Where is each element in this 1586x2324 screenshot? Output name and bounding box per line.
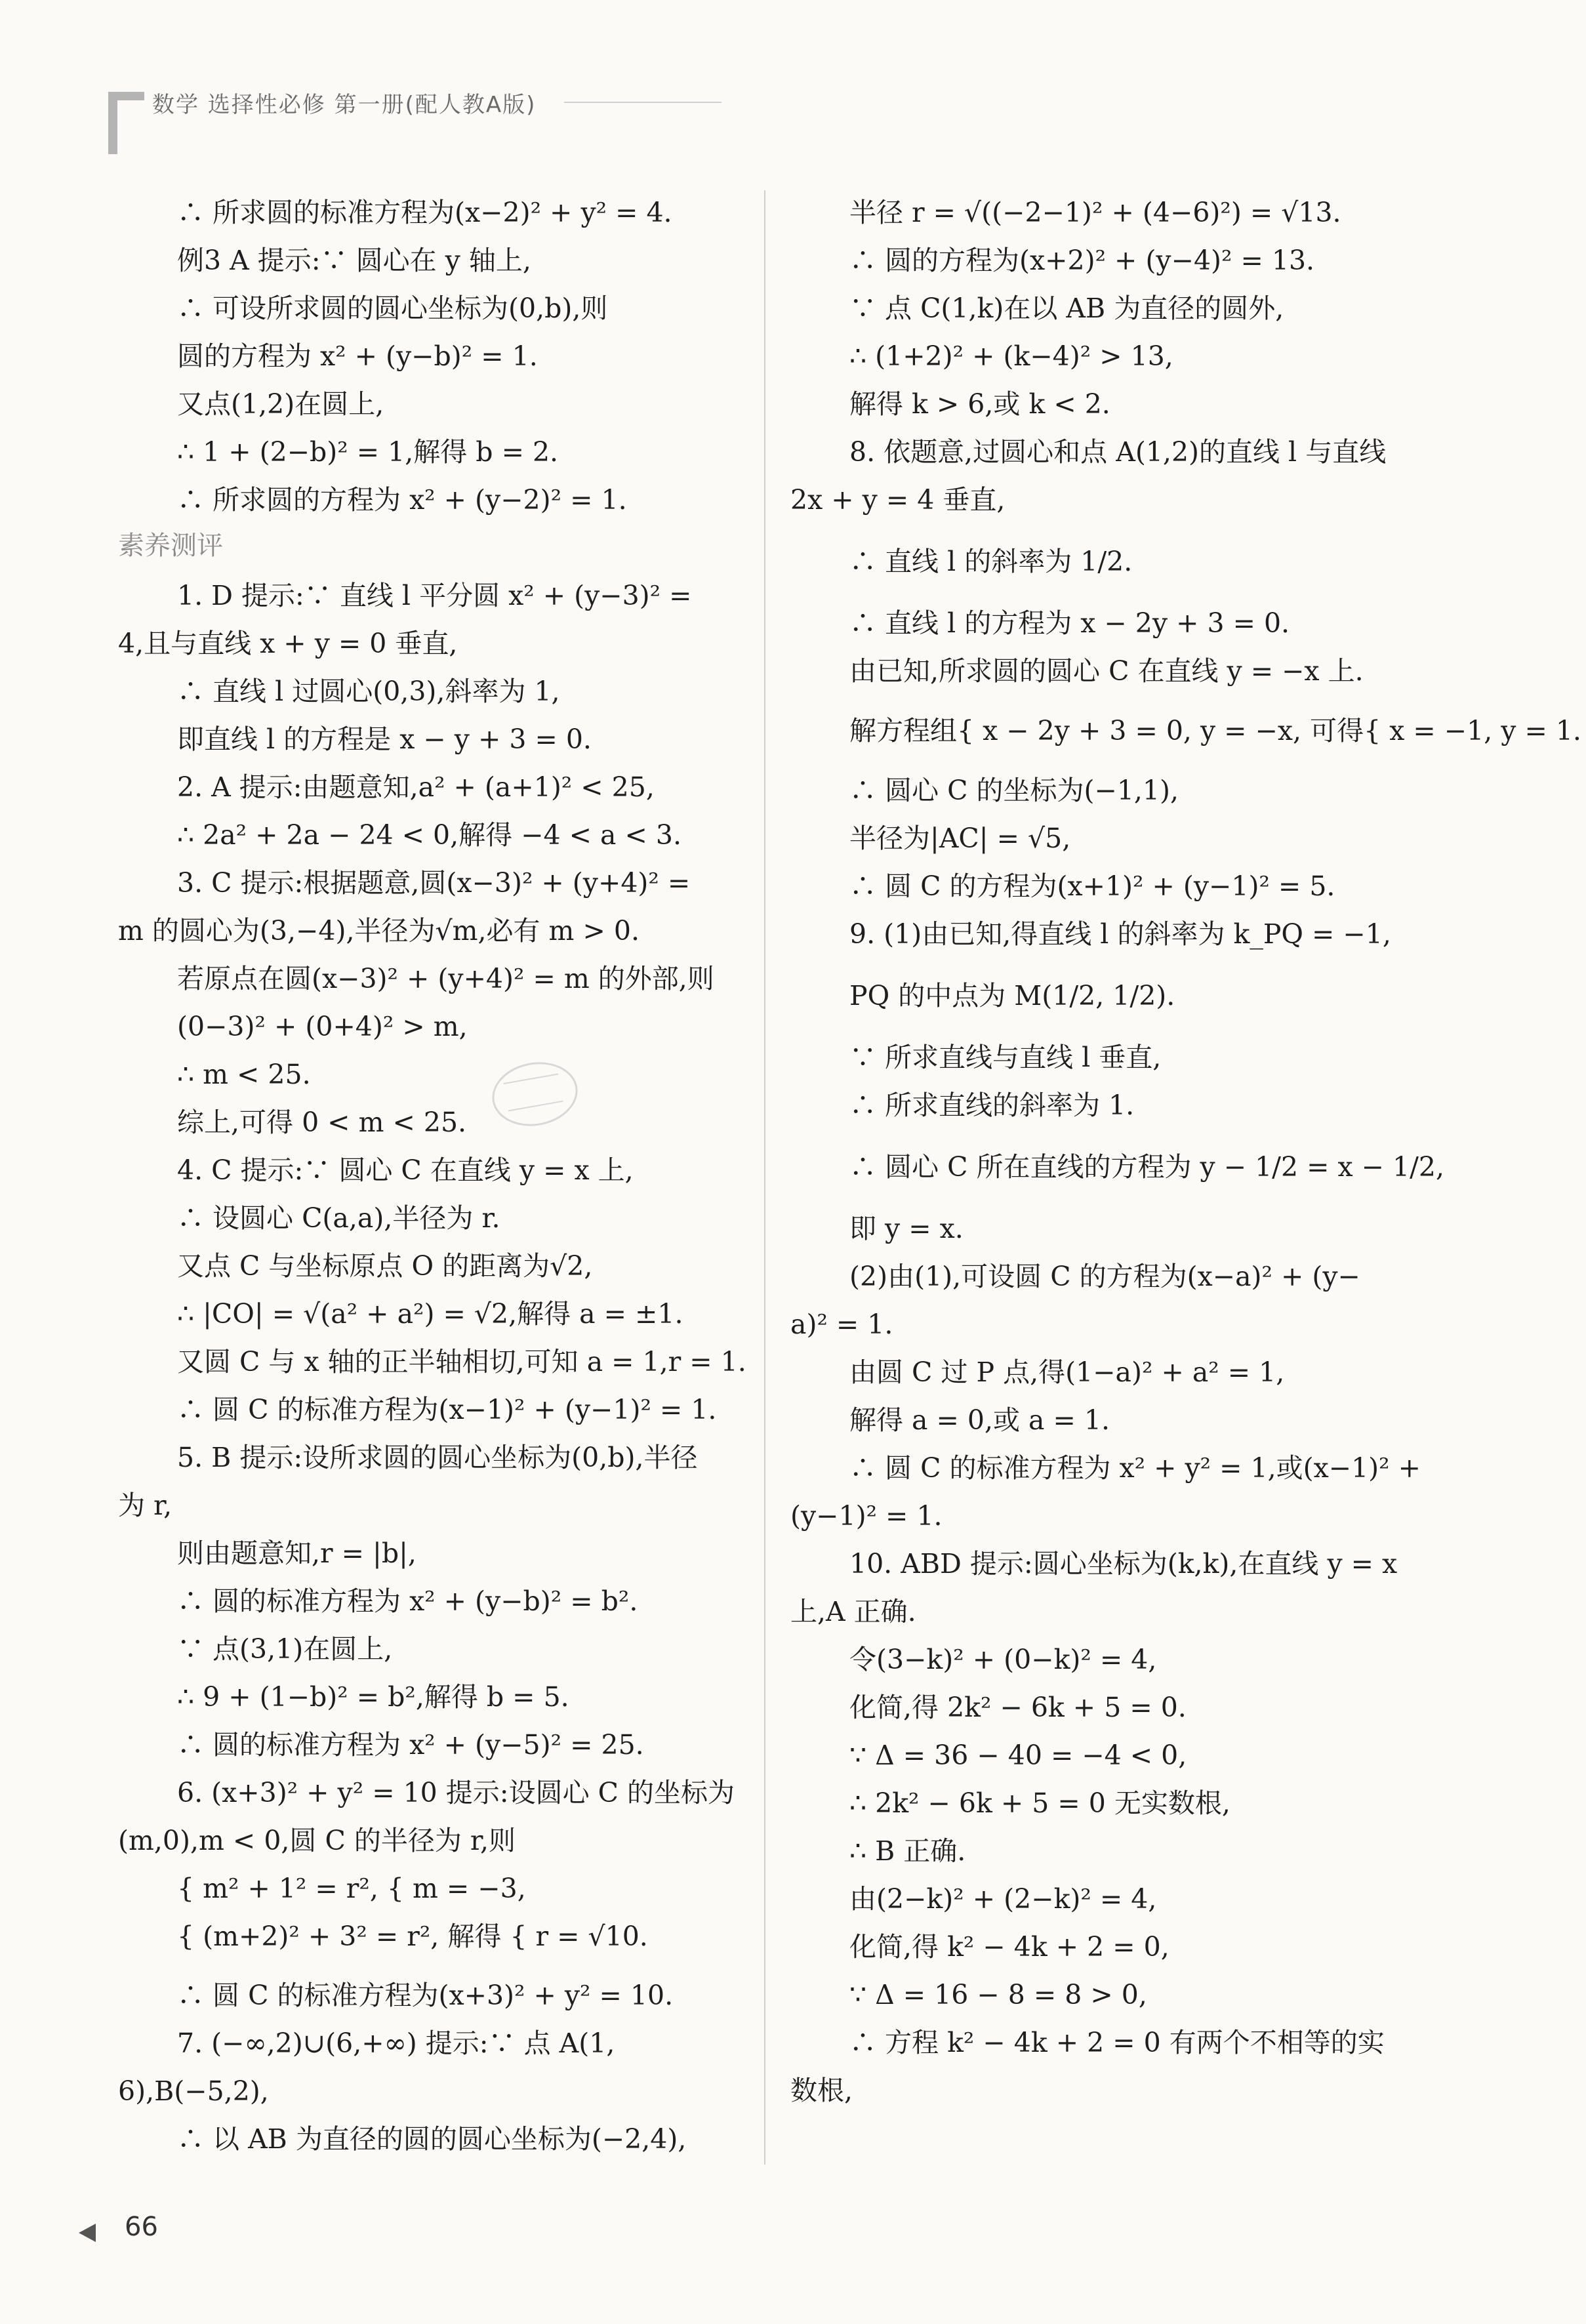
text-line: ∴ 方程 k² − 4k + 2 = 0 有两个不相等的实 bbox=[849, 2027, 1385, 2058]
text-line: ∴ 圆 C 的标准方程为 x² + y² = 1,或(x−1)² + bbox=[849, 1452, 1421, 1484]
text-line: { m² + 1² = r², { m = −3, bbox=[177, 1873, 526, 1904]
text-line: 2. A 提示:由题意知,a² + (a+1)² < 25, bbox=[177, 771, 655, 803]
text-line: ∴ 设圆心 C(a,a),半径为 r. bbox=[177, 1202, 500, 1234]
text-line: m 的圆心为(3,−4),半径为√m,必有 m > 0. bbox=[118, 915, 640, 947]
text-line: 9. (1)由已知,得直线 l 的斜率为 k_PQ = −1, bbox=[849, 918, 1391, 950]
text-line: ∴ B 正确. bbox=[849, 1835, 966, 1867]
text-line: PQ 的中点为 M(1/2, 1/2). bbox=[849, 980, 1175, 1011]
text-line: 解方程组{ x − 2y + 3 = 0, y = −x, 可得{ x = −1, y = 1. bbox=[849, 715, 1581, 746]
header-side-mark bbox=[108, 92, 117, 154]
text-line: ∵ Δ = 36 − 40 = −4 < 0, bbox=[849, 1740, 1187, 1771]
text-line: 若原点在圆(x−3)² + (y+4)² = m 的外部,则 bbox=[177, 963, 714, 994]
text-line: 综上,可得 0 < m < 25. bbox=[177, 1107, 467, 1138]
text-line: 1. D 提示:∵ 直线 l 平分圆 x² + (y−3)² = bbox=[177, 580, 692, 611]
text-line: 由已知,所求圆的圆心 C 在直线 y = −x 上. bbox=[849, 655, 1364, 687]
text-line: ∴ 以 AB 为直径的圆的圆心坐标为(−2,4), bbox=[177, 2123, 687, 2155]
text-line: ∴ m < 25. bbox=[177, 1059, 311, 1090]
text-line: ∴ |CO| = √(a² + a²) = √2,解得 a = ±1. bbox=[177, 1298, 683, 1330]
text-line: ∴ 2k² − 6k + 5 = 0 无实数根, bbox=[849, 1787, 1230, 1819]
text-line: ∴ 圆的方程为(x+2)² + (y−4)² = 13. bbox=[849, 245, 1315, 276]
text-line: ∴ 1 + (2−b)² = 1,解得 b = 2. bbox=[177, 436, 559, 468]
text-line: a)² = 1. bbox=[790, 1309, 893, 1340]
text-line: ∴ 圆的标准方程为 x² + (y−5)² = 25. bbox=[177, 1729, 644, 1761]
text-line: ∴ 所求圆的方程为 x² + (y−2)² = 1. bbox=[177, 484, 627, 516]
text-line: ∴ 圆 C 的方程为(x+1)² + (y−1)² = 5. bbox=[849, 870, 1335, 902]
text-line: 8. 依题意,过圆心和点 A(1,2)的直线 l 与直线 bbox=[849, 436, 1387, 468]
text-line: 2x + y = 4 垂直, bbox=[790, 484, 1006, 516]
text-line: 化简,得 k² − 4k + 2 = 0, bbox=[849, 1931, 1169, 1963]
text-line: 又圆 C 与 x 轴的正半轴相切,可知 a = 1,r = 1. bbox=[177, 1346, 746, 1377]
text-line: (0−3)² + (0+4)² > m, bbox=[177, 1011, 468, 1042]
header-rule bbox=[564, 102, 722, 103]
text-line: ∵ 点 C(1,k)在以 AB 为直径的圆外, bbox=[849, 293, 1284, 324]
text-line: 由圆 C 过 P 点,得(1−a)² + a² = 1, bbox=[849, 1356, 1285, 1388]
text-line: 上,A 正确. bbox=[790, 1596, 916, 1627]
text-line: ∴ 2a² + 2a − 24 < 0,解得 −4 < a < 3. bbox=[177, 819, 682, 851]
text-line: 化简,得 2k² − 6k + 5 = 0. bbox=[849, 1692, 1187, 1723]
section-title: 素养测评 bbox=[118, 531, 223, 561]
text-line: ∴ 所求圆的标准方程为(x−2)² + y² = 4. bbox=[177, 197, 672, 228]
text-line: ∵ 点(3,1)在圆上, bbox=[177, 1633, 393, 1665]
text-line: 例3 A 提示:∵ 圆心在 y 轴上, bbox=[177, 245, 531, 276]
text-line: (y−1)² = 1. bbox=[790, 1500, 943, 1532]
text-line: (m,0),m < 0,圆 C 的半径为 r,则 bbox=[118, 1825, 516, 1856]
text-line: ∴ 9 + (1−b)² = b²,解得 b = 5. bbox=[177, 1681, 569, 1713]
text-line: 为 r, bbox=[118, 1490, 173, 1521]
text-line: ∴ (1+2)² + (k−4)² > 13, bbox=[849, 340, 1173, 372]
page-number: 66 bbox=[125, 2212, 158, 2242]
text-line: 7. (−∞,2)∪(6,+∞) 提示:∵ 点 A(1, bbox=[177, 2028, 615, 2059]
text-line: ∴ 所求直线的斜率为 1. bbox=[849, 1090, 1135, 1121]
text-line: (2)由(1),可设圆 C 的方程为(x−a)² + (y− bbox=[849, 1261, 1360, 1292]
text-line: ∴ 圆心 C 的坐标为(−1,1), bbox=[849, 775, 1179, 806]
text-line: ∴ 可设所求圆的圆心坐标为(0,b),则 bbox=[177, 293, 608, 324]
text-line: 3. C 提示:根据题意,圆(x−3)² + (y+4)² = bbox=[177, 867, 691, 899]
text-line: 由(2−k)² + (2−k)² = 4, bbox=[849, 1883, 1157, 1915]
running-header: 数学 选择性必修 第一册(配人教A版) bbox=[152, 92, 537, 118]
text-line: 又点 C 与坐标原点 O 的距离为√2, bbox=[177, 1250, 593, 1282]
text-line: 5. B 提示:设所求圆的圆心坐标为(0,b),半径 bbox=[177, 1442, 698, 1473]
text-line: 数根, bbox=[790, 2075, 853, 2106]
text-line: 半径 r = √((−2−1)² + (4−6)²) = √13. bbox=[849, 197, 1341, 228]
text-line: ∴ 圆 C 的标准方程为(x+3)² + y² = 10. bbox=[177, 1980, 674, 2011]
text-line: 半径为|AC| = √5, bbox=[849, 823, 1071, 854]
text-line: 解得 a = 0,或 a = 1. bbox=[849, 1404, 1110, 1436]
text-line: ∴ 直线 l 的方程为 x − 2y + 3 = 0. bbox=[849, 607, 1290, 639]
text-line: ∴ 圆的标准方程为 x² + (y−b)² = b². bbox=[177, 1585, 638, 1617]
text-line: 6),B(−5,2), bbox=[118, 2075, 269, 2107]
text-line: ∴ 圆心 C 所在直线的方程为 y − 1/2 = x − 1/2, bbox=[849, 1151, 1445, 1183]
text-line: 即直线 l 的方程是 x − y + 3 = 0. bbox=[177, 724, 592, 755]
text-line: ∴ 圆 C 的标准方程为(x−1)² + (y−1)² = 1. bbox=[177, 1394, 717, 1425]
text-line: 圆的方程为 x² + (y−b)² = 1. bbox=[177, 340, 538, 372]
text-line: ∵ 所求直线与直线 l 垂直, bbox=[849, 1042, 1162, 1073]
text-line: 又点(1,2)在圆上, bbox=[177, 388, 384, 420]
watermark-stamp bbox=[487, 1055, 583, 1132]
text-line: ∴ 直线 l 的斜率为 1/2. bbox=[849, 546, 1133, 577]
text-line: 6. (x+3)² + y² = 10 提示:设圆心 C 的坐标为 bbox=[177, 1777, 735, 1808]
text-line: ∵ Δ = 16 − 8 = 8 > 0, bbox=[849, 1979, 1147, 2010]
column-divider bbox=[764, 190, 765, 2165]
text-line: 10. ABD 提示:圆心坐标为(k,k),在直线 y = x bbox=[849, 1548, 1398, 1580]
text-line: 即 y = x. bbox=[849, 1213, 964, 1244]
page-arrow-icon bbox=[79, 2224, 96, 2242]
text-line: { (m+2)² + 3² = r², 解得 { r = √10. bbox=[177, 1921, 648, 1952]
text-line: 4,且与直线 x + y = 0 垂直, bbox=[118, 628, 458, 659]
text-line: 解得 k > 6,或 k < 2. bbox=[849, 388, 1110, 420]
text-line: 则由题意知,r = |b|, bbox=[177, 1538, 417, 1569]
text-line: 令(3−k)² + (0−k)² = 4, bbox=[849, 1644, 1157, 1675]
text-line: 4. C 提示:∵ 圆心 C 在直线 y = x 上, bbox=[177, 1154, 634, 1186]
text-line: ∴ 直线 l 过圆心(0,3),斜率为 1, bbox=[177, 676, 560, 707]
